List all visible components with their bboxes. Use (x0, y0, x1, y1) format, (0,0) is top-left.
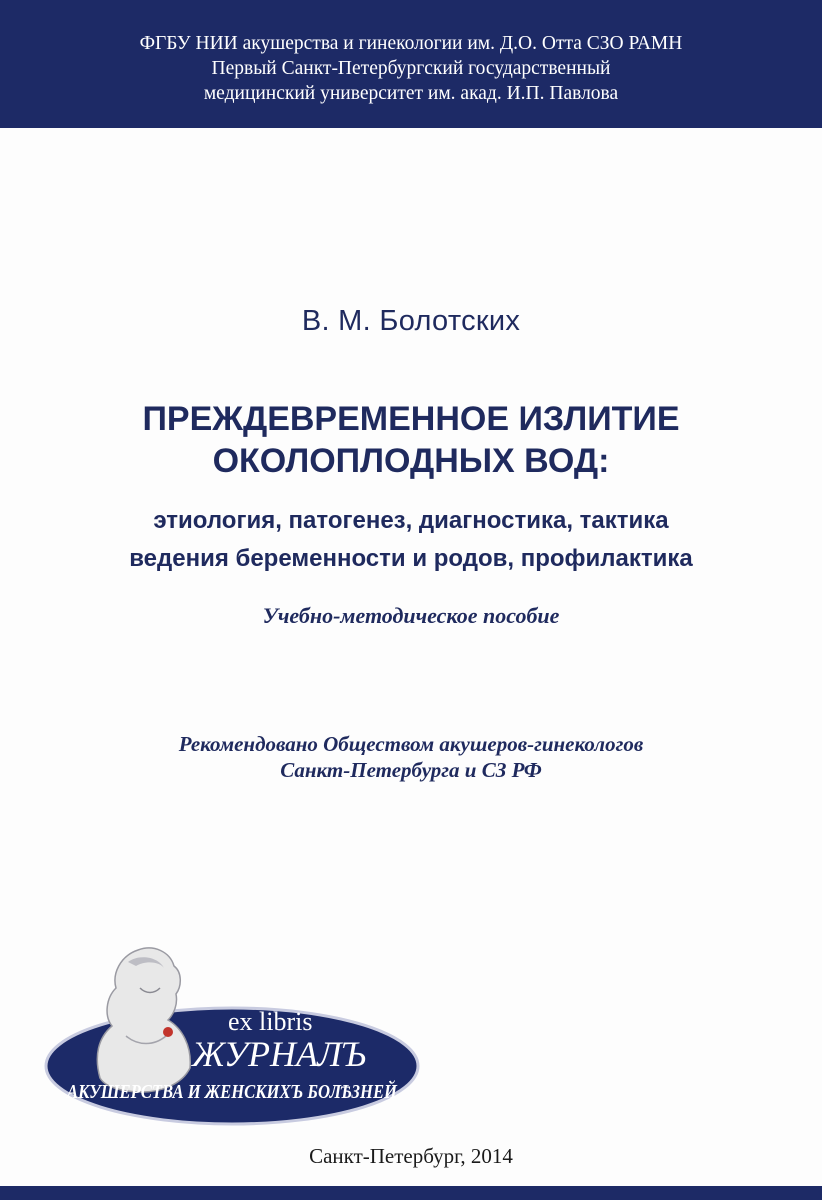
imprint: Санкт-Петербург, 2014 (309, 1144, 513, 1168)
institution-line-1: ФГБУ НИИ акушерства и гинекологии им. Д.О. Отта СЗО РАМН (139, 33, 683, 54)
book-subtitle (0, 502, 822, 578)
header-band (0, 0, 822, 128)
recommendation-line-1: Рекомендовано Обществом акушеров-гинекологов (178, 732, 644, 756)
journal-logo (42, 928, 464, 1158)
recommendation-line-2: Санкт-Петербурга и СЗ РФ (280, 758, 542, 782)
logo-journal: ЖУРНАЛЪ (192, 1034, 366, 1074)
title-line-2: ОКОЛОПЛОДНЫХ ВОД: (212, 442, 610, 480)
footer-band (0, 1186, 822, 1200)
logo-ex-libris: ex libris (228, 1007, 313, 1036)
subtitle-line-2: ведения беременности и родов, профилактика (129, 545, 693, 572)
institution-block (0, 31, 822, 106)
institution-line-2: Первый Санкт-Петербургский государственный (211, 58, 611, 79)
recommendation (0, 731, 822, 783)
title-line-1: ПРЕЖДЕВРЕМЕННОЕ ИЗЛИТИЕ (142, 400, 680, 438)
document-type: Учебно-методическое пособие (262, 603, 560, 628)
subtitle-line-1: этиология, патогенез, диагностика, тактика (153, 507, 669, 534)
logo-journal-subtitle: АКУШЕРСТВА И ЖЕНСКИХЪ БОЛѢЗНЕЙ (67, 1081, 464, 1103)
author-name: В. М. Болотских (301, 305, 521, 337)
institution-line-3: медицинский университет им. акад. И.П. Павлова (203, 83, 619, 104)
book-title (0, 398, 822, 482)
